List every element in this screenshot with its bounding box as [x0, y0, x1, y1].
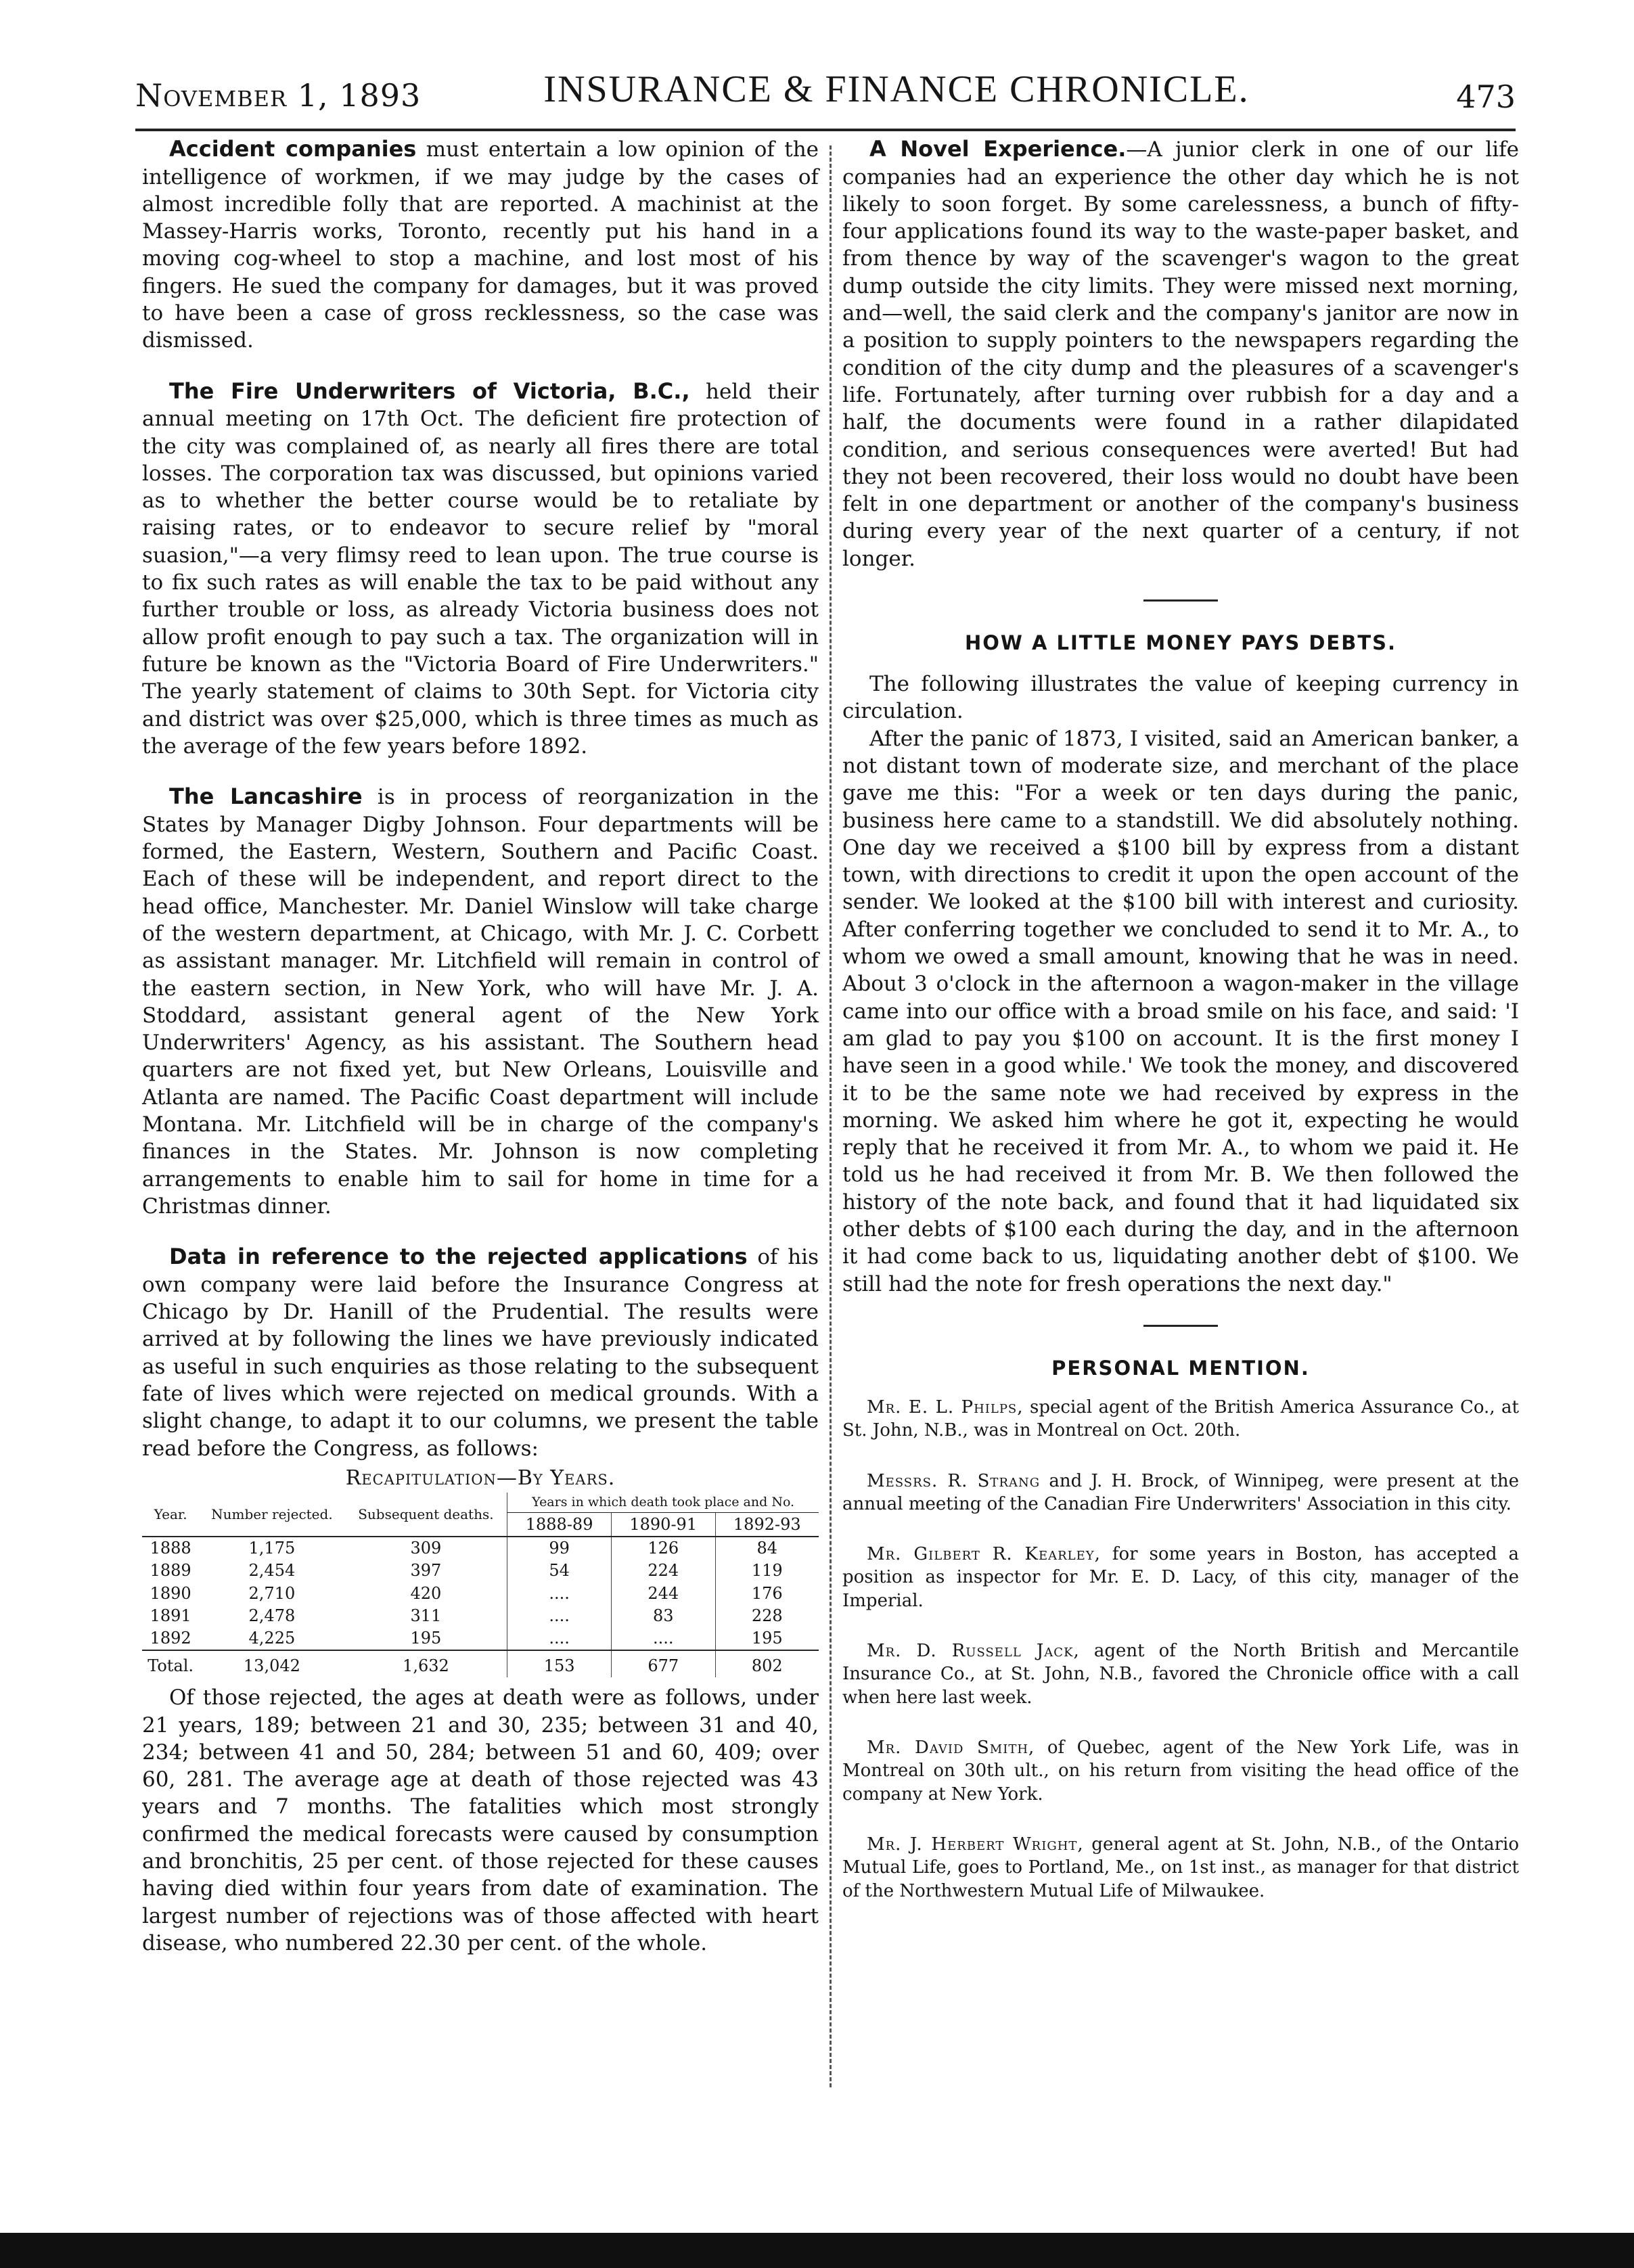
article-body: held their annual meeting on 17th Oct. The deficient fire protection of the city was complained of, as nearly all fires there are total losses. The corporation tax was discussed, but opinions varied as to whether the better course would be to retaliate by raising rates, or to endeavor to secure relief by "moral suasion,"—a very flimsy reed to lean upon. The true course is to fix such rates as will enable the tax to be paid without any further trouble or loss, as already Victoria business does not allow profit enough to pay such a tax. The organization will in future be known as the "Victoria Board of Fire Underwriters." The yearly statement of claims to 30th Sept. for Victoria city and district was over $25,000, which is three times as much as the average of the few years before 1892. — [142, 379, 819, 758]
table-row — [142, 1605, 819, 1627]
cell-y2: 244 — [611, 1583, 715, 1605]
article-victoria — [142, 378, 819, 760]
cell-y3: 119 — [715, 1560, 819, 1582]
cell-y3: 195 — [715, 1627, 819, 1650]
masthead-title: INSURANCE & FINANCE CHRONICLE. — [543, 68, 1250, 110]
table-total-row — [142, 1650, 819, 1677]
personal-text: of Quebec, agent of the New York Life, was in Montreal on 30th ult., on his return from visiting the head office of the company at New York. — [842, 1738, 1519, 1805]
cell-rejected: 2,710 — [248, 1583, 296, 1603]
article-body: must entertain a low opinion of the intelligence of workmen, if we may judge by the cases of almost incredible folly that are reported. A machinist at the Massey-Harris works, Toronto, recently put his hand in a moving cog-wheel to stop a machine, and lost most of his fingers. He sued the company for damages, but it was proved to have been a case of gross recklessness, so the case was dismissed. — [142, 137, 819, 353]
section-heading-money: HOW A LITTLE MONEY PAYS DEBTS. — [964, 631, 1397, 655]
cell-y3: 802 — [715, 1650, 819, 1677]
table-row — [142, 1537, 819, 1560]
cell-rejected: 13,042 — [199, 1650, 344, 1677]
article-rejected-data — [142, 1243, 819, 1462]
cell-y3: 176 — [715, 1583, 819, 1605]
col-header-1890-91: 1890-91 — [611, 1512, 715, 1537]
article-lancashire — [142, 783, 819, 1220]
cell-rejected: 2,454 — [248, 1561, 296, 1581]
cell-y1: 153 — [507, 1650, 612, 1677]
table-row — [142, 1627, 819, 1650]
cell-year: 1892 — [150, 1628, 191, 1648]
cell-year: 1888 — [150, 1539, 191, 1558]
article-body: —A junior clerk in one of our life companies had an experience the other day which he is not likely to soon forget. By some carelessness, a bunch of fifty-four applications found its way to the waste-paper basket, and from thence by way of the scavenger's wagon to the great dump outside the city limits. They were missed next morning, and—well, the said clerk and the company's janitor are now in a position to supply pointers to the newspapers regarding the condition of the city dump and the pleasures of a scavenger's life. Fortunately, after turning over rubbish for a day and a half, the documents were found in a rather dilapidated condition, and serious consequences were averted! But had they not been recovered, their loss would no doubt have been felt in one department or another of the company's business during every year of the next quarter of a century, if not longer. — [842, 137, 1519, 571]
cell-deaths: 420 — [410, 1583, 442, 1603]
recapitulation-table — [142, 1493, 819, 1677]
left-column — [142, 135, 819, 1980]
col-header-deaths: Subsequent deaths. — [345, 1493, 507, 1537]
col-header-1892-93: 1892-93 — [715, 1512, 819, 1537]
cell-y2: 677 — [611, 1650, 715, 1677]
personal-text: general agent at St. John, N.B., of the Ontario Mutual Life, goes to Portland, Me., on 1st inst., as manager for that district of the Northwestern Mutual Life of Milwaukee. — [842, 1834, 1519, 1901]
article-lead: The Fire Underwriters of Victoria, B.C., — [169, 378, 690, 404]
personal-text: special agent of the British America Assurance Co., at St. John, N.B., was in Montreal on Oct. 20th. — [842, 1397, 1519, 1441]
cell-y2: .... — [611, 1627, 715, 1650]
cell-y1: .... — [507, 1605, 612, 1627]
article-lead: Accident companies — [169, 136, 417, 162]
personal-text: for some years in Boston, has accepted a position as inspector for Mr. E. D. Lacy, of this city, manager of the Imperial. — [842, 1544, 1519, 1611]
person-name: Mr. David Smith, — [867, 1738, 1035, 1758]
cell-deaths: 311 — [410, 1606, 442, 1625]
column-divider — [830, 145, 832, 2087]
person-name: Mr. D. Russell Jack, — [867, 1641, 1080, 1662]
cell-rejected: 4,225 — [248, 1628, 296, 1648]
cell-y2: 224 — [611, 1560, 715, 1582]
cell-year: 1890 — [150, 1583, 191, 1603]
money-intro: The following illustrates the value of keeping currency in circulation. — [842, 672, 1519, 724]
article-lead: A Novel Experience. — [869, 136, 1127, 162]
cell-deaths: 397 — [410, 1561, 442, 1581]
cell-y1: 54 — [507, 1560, 612, 1582]
article-ages-at-death: Of those rejected, the ages at death were as follows, under 21 years, 189; between 21 and 30, 235; between 31 and 40, 234; between 41 and 50, 284; between 51 and 60, 409; over 60, 281. The average age at death of those rejected was 43 years and 7 months. The fatalities which most strongly confirmed the medical forecasts were caused by consumption and bronchitis, 25 per cent. of those rejected for these causes having died within four years from date of examination. The largest number of rejections was of those affected with heart disease, who numbered 22.30 per cent. of the whole. — [142, 1685, 819, 1955]
cell-rejected: 1,175 — [248, 1539, 296, 1558]
article-accident — [142, 135, 819, 355]
personal-item — [842, 1639, 1519, 1709]
cell-y1: .... — [507, 1627, 612, 1650]
page-header — [135, 68, 1516, 129]
money-story: After the panic of 1873, I visited, said an American banker, a not distant town of moderate size, and merchant of the place gave me this: "For a week or ten days during the panic, business here came to a standstill. We did absolutely nothing. One day we received a $100 bill by express from a distant town, with directions to credit it upon the open account of the sender. We looked at the $100 bill with interest and curiosity. After conferring together we concluded to send it to Mr. A., to whom we owed a small amount, knowing that he was in need. About 3 o'clock in the afternoon a wagon-maker in the village came into our office with a broad smile on his face, and said: 'I am glad to pay you $100 on account. It is the first money I have seen in a good while.' We took the money, and discovered it to be the same note we had received by express in the morning. We asked him where he got it, expecting he would reply that he received it from Mr. A., to whom we paid it. He told us he had received it from Mr. B. We then followed the history of the note back, and found that it had liquidated six other debts of $100 each during the day, and in the afternoon it had come back to us, liquidating another debt of $100. We still had the note for fresh operations the next day." — [842, 726, 1519, 1296]
table-row — [142, 1583, 819, 1605]
table-caption: Recapitulation—By Years. — [345, 1466, 616, 1490]
person-name: Messrs. R. Strang — [867, 1470, 1041, 1491]
col-header-year: Year. — [142, 1493, 199, 1537]
person-name: Mr. J. Herbert Wright, — [867, 1834, 1084, 1855]
personal-text: agent of the North British and Mercantile Insurance Co., at St. John, N.B., favored the Chronicle office with a call when here last week. — [842, 1641, 1519, 1708]
personal-item — [842, 1470, 1519, 1516]
cell-deaths: 1,632 — [345, 1650, 507, 1677]
col-header-years-span: Years in which death took place and No. — [507, 1493, 819, 1512]
personal-item — [842, 1833, 1519, 1903]
article-lead: The Lancashire — [169, 784, 363, 810]
section-rule — [1143, 599, 1218, 602]
page-number: 473 — [1456, 78, 1516, 115]
article-lead: Data in reference to the rejected applications — [169, 1244, 748, 1270]
article-body: of his own company were laid before the Insurance Congress at Chicago by Dr. Hanill of the Prudential. The results were arrived at by following the lines we have previously indicated as useful in such enquiries as those relating to the subsequent fate of lives which were rejected on medical grounds. With a slight change, to adapt it to our columns, we present the table read before the Congress, as follows: — [142, 1245, 819, 1461]
person-name: Mr. Gilbert R. Kearley, — [867, 1544, 1101, 1565]
personal-item — [842, 1736, 1519, 1806]
cell-y2: 126 — [611, 1537, 715, 1560]
col-header-1888-89: 1888-89 — [507, 1512, 612, 1537]
table-row — [142, 1560, 819, 1582]
article-novel-experience — [842, 135, 1519, 572]
cell-y3: 228 — [715, 1605, 819, 1627]
cell-y1: 99 — [507, 1537, 612, 1560]
personal-text: and J. H. Brock, of Winnipeg, were present at the annual meeting of the Canadian Fire Underwriters' Association in this city. — [842, 1470, 1519, 1514]
cell-year: 1889 — [150, 1561, 191, 1581]
cell-rejected: 2,478 — [248, 1606, 296, 1625]
cell-deaths: 309 — [410, 1539, 442, 1558]
scan-bottom-border — [0, 2233, 1634, 2268]
article-body: is in process of reorganization in the States by Manager Digby Johnson. Four departments will be formed, the Eastern, Western, Southern and Pacific Coast. Each of these will be independent, and report direct to the head office, Manchester. Mr. Daniel Winslow will take charge of the western department, at Chicago, with Mr. J. C. Corbett as assistant manager. Mr. Litchfield will remain in control of the eastern section, in New York, who will have Mr. J. A. Stoddard, assistant general agent of the New York Underwriters' Agency, as his assistant. The Southern head quarters are not fixed yet, but New Orleans, Louisville and Atlanta are named. The Pacific Coast department will include Montana. Mr. Litchfield will be in charge of the company's finances in the States. Mr. Johnson is now completing arrangements to enable him to sail for home in time for a Christmas dinner. — [142, 785, 819, 1219]
section-heading-personal: PERSONAL MENTION. — [1051, 1356, 1310, 1380]
person-name: Mr. E. L. Philps, — [867, 1397, 1024, 1418]
cell-deaths: 195 — [410, 1628, 442, 1648]
cell-y1: .... — [507, 1583, 612, 1605]
personal-item — [842, 1396, 1519, 1443]
issue-date: November 1, 1893 — [135, 77, 422, 114]
col-header-rejected: Number rejected. — [199, 1493, 344, 1537]
cell-year: Total. — [142, 1650, 199, 1677]
right-column — [842, 135, 1519, 1930]
cell-y2: 83 — [611, 1605, 715, 1627]
header-rule — [135, 129, 1516, 131]
section-rule — [1143, 1325, 1218, 1327]
cell-year: 1891 — [150, 1606, 191, 1625]
cell-y3: 84 — [715, 1537, 819, 1560]
personal-item — [842, 1543, 1519, 1612]
